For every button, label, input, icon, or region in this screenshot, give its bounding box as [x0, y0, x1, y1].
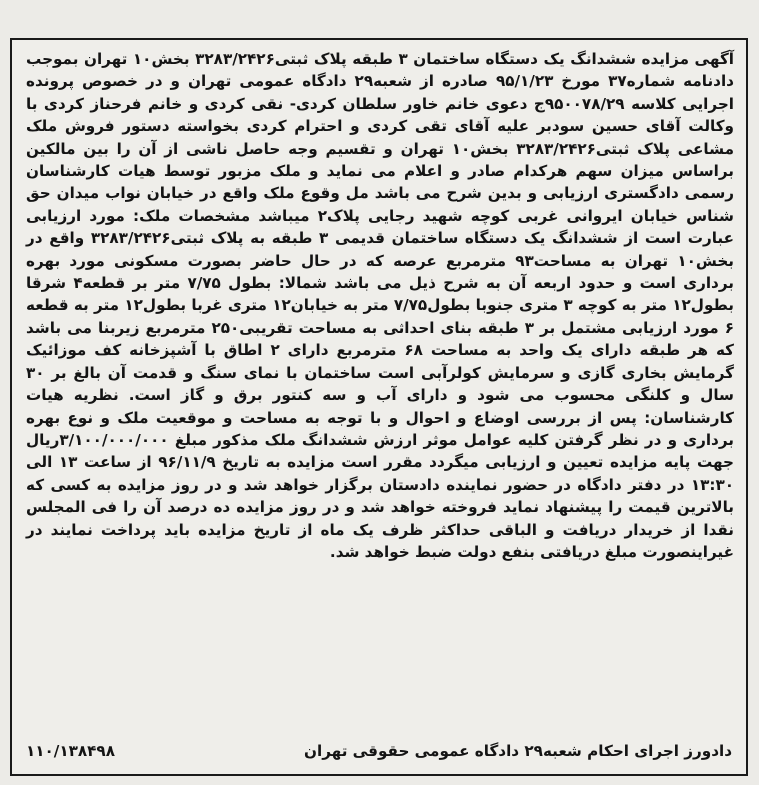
top-margin: [0, 0, 759, 36]
notice-code: ۱۱۰/۱۳۸۴۹۸: [26, 742, 115, 760]
notice-frame: [10, 38, 748, 776]
notice-footer: [26, 738, 732, 764]
notice-signature: دادورز اجرای احکام شعبه۲۹ دادگاه عمومی حقوقی تهران: [304, 742, 732, 760]
notice-body-text: آگهی مزایده ششدانگ یک دستگاه ساختمان ۳ طبقه پلاک ثبتی۳۲۸۳/۲۴۲۶ بخش۱۰ تهران بموجب دادنامه شماره۳۷ مورخ ۹۵/۱/۲۳ صادره از شعبه۲۹ دادگاه عمومی تهران و در خصوص پرونده اجرایی کلاسه ۹۵۰۰۷۸/۲۹ج دعوی خانم خاور سلطان کردی- نقی کردی و خانم فرحناز کردی با وکالت آقای حسین سودبر علیه آقای تقی کردی و احترام کردی بخواسته دستور فروش ملک مشاعی پلاک ثبتی۳۲۸۳/۲۴۲۶ بخش۱۰ تهران و تقسیم وجه حاصل ناشی از آن را بین مالکین براساس میزان سهم هرکدام صادر و اعلام می نماید و ملک مزبور توسط هیات کارشناسان رسمی دادگستری ارزیابی و بدین شرح می باشد مل وقوع ملک واقع در خیابان نواب میدان حق شناس خیابان ایروانی غربی کوچه شهید رجایی پلاک۲ میباشد مشخصات ملک: مورد ارزیابی عبارت است از ششدانگ یک دستگاه ساختمان قدیمی ۳ طبقه به پلاک ثبتی۳۲۸۳/۲۴۲۶ واقع در بخش۱۰ تهران به مساحت۹۳ مترمربع عرصه که در حال حاضر بصورت مسکونی مورد بهره برداری است و حدود اربعه آن به شرح ذیل می باشد شمالا: بطول ۷/۷۵ متر بر قطعه۴ شرقا بطول۱۲ متر به کوچه ۳ متری جنوبا بطول۷/۷۵ متر به خیابان۱۲ متری غربا بطول۱۲ متر به قطعه ۶ مورد ارزیابی مشتمل بر ۳ طبقه بنای احداثی به مساحت تقریبی۲۵۰ مترمربع زیربنا می باشد که هر طبقه دارای یک واحد به مساحت ۶۸ مترمربع دارای ۲ اطاق با آشپزخانه کف موزائیک گرمایش بخاری گازی و سرمایش کولرآبی است ساختمان با نمای سنگ و قدمت آن بالغ بر ۳۰ سال و کلنگی محسوب می شود و دارای آب و سه کنتور برق و گاز است. نظریه هیات کارشناسان: پس از بررسی اوضاع و احوال و با توجه به مساحت و موقعیت ملک و نوع بهره برداری و در نظر گرفتن کلیه عوامل موثر ارزش ششدانگ ملک مذکور مبلغ ۳/۱۰۰/۰۰۰/۰۰۰ریال جهت پایه مزایده تعیین و ارزیابی میگردد مقرر است مزایده به تاریخ ۹۶/۱۱/۹ از ساعت ۱۳ الی ۱۳:۳۰ در دفتر دادگاه در حضور نماینده دادستان برگزار خواهد شد و در روز مزایده به کسی که بالاترین قیمت را پیشنهاد نماید فروخته خواهد شد و در روز مزایده ده درصد آن را فی المجلس نقدا از خریدار دریافت و الباقی حداکثر ظرف یک ماه از تاریخ مزایده باید پرداخت نمایند در غیراینصورت مبلغ دریافتی بنفع دولت ضبط خواهد شد.: [26, 50, 735, 561]
